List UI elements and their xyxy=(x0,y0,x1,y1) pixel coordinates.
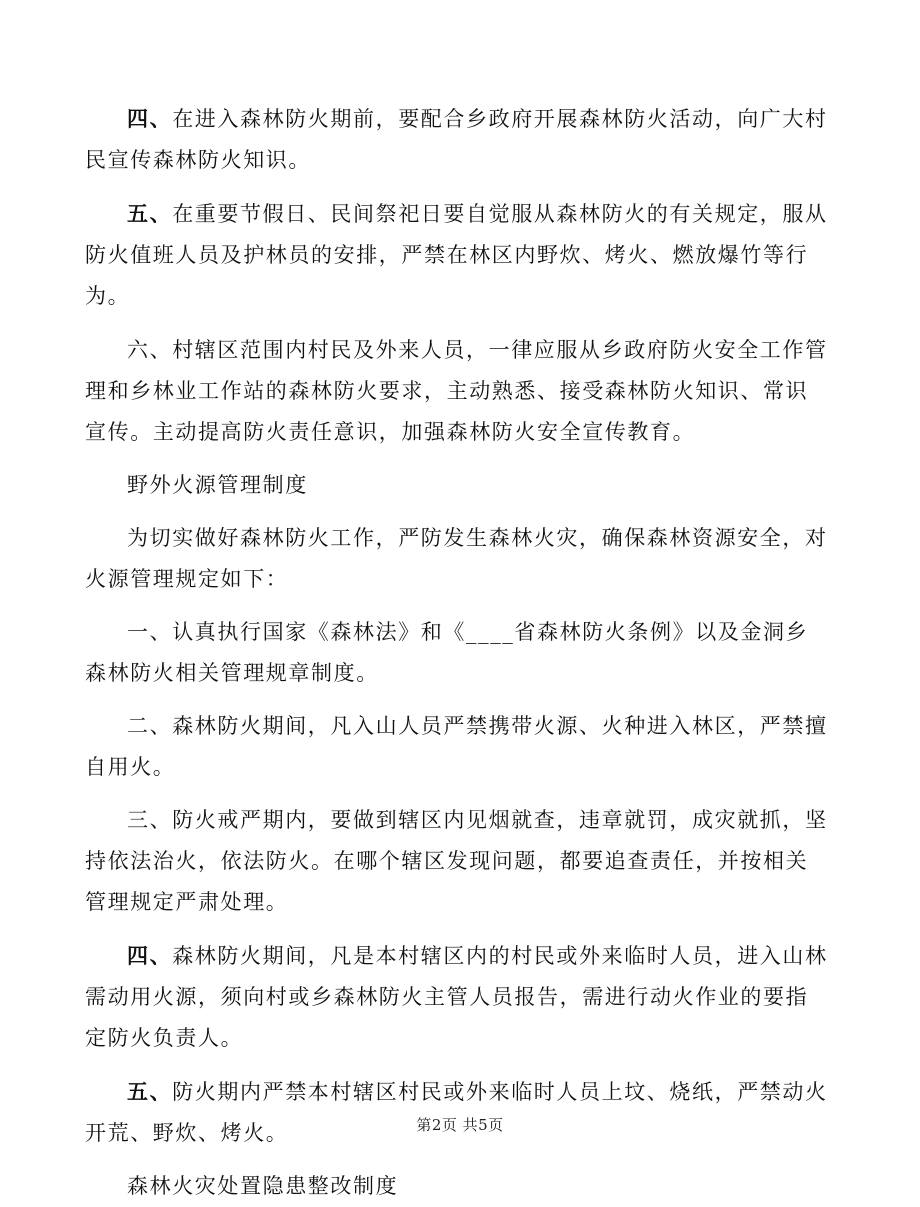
paragraph-intro xyxy=(85,518,830,600)
paragraph-text: 六、村辖区范围内村民及外来人员，一律应服从乡政府防火安全工作管理和乡林业工作站的森林防火要求，主动熟悉、接受森林防火知识、常识宣传。主动提高防火责任意识，加强森林防火安全宣传教育。 xyxy=(85,338,828,444)
paragraph-residents-obligations xyxy=(85,329,830,453)
document-body xyxy=(85,98,830,1207)
section-heading-hazard-rectification xyxy=(85,1166,830,1207)
paragraph-rule-4 xyxy=(85,935,830,1059)
paragraph-number: 五、 xyxy=(127,201,173,226)
paragraph-fire-prevention-publicity xyxy=(85,98,830,181)
paragraph-text: 二、森林防火期间，凡入山人员严禁携带火源、火种进入林区，严禁擅自用火。 xyxy=(85,714,828,779)
paragraph-rule-2 xyxy=(85,706,830,788)
paragraph-text: 为切实做好森林防火工作，严防发生森林火灾，确保森林资源安全，对火源管理规定如下： xyxy=(85,526,828,591)
paragraph-text: 在进入森林防火期前，要配合乡政府开展森林防火活动，向广大村民宣传森林防火知识。 xyxy=(85,107,828,172)
paragraph-number: 五、 xyxy=(127,1079,173,1104)
paragraph-number: 四、 xyxy=(127,106,173,131)
paragraph-rule-1 xyxy=(85,612,830,694)
page-number-footer: 第2页 共5页 xyxy=(416,1116,504,1134)
paragraph-text: 防火期内严禁本村辖区村民或外来临时人员上坟、烧纸，严禁动火开荒、野炊、烤火。 xyxy=(85,1080,828,1145)
paragraph-holiday-rules xyxy=(85,193,830,317)
paragraph-rule-5 xyxy=(85,1071,830,1154)
paragraph-text: 一、认真执行国家《森林法》和《____省森林防火条例》以及金洞乡森林防火相关管理规章制度。 xyxy=(85,620,809,685)
paragraph-text: 三、防火戒严期内，要做到辖区内见烟就查，违章就罚，成灾就抓，坚持依法治火，依法防火。在哪个辖区发现问题，都要追查责任，并按相关管理规定严肃处理。 xyxy=(85,808,828,914)
paragraph-rule-3 xyxy=(85,800,830,923)
heading-text: 野外火源管理制度 xyxy=(127,473,308,497)
paragraph-text: 森林防火期间，凡是本村辖区内的村民或外来临时人员，进入山林需动用火源，须向村或乡森林防火主管人员报告，需进行动火作业的要指定防火负责人。 xyxy=(85,944,828,1050)
paragraph-number: 四、 xyxy=(127,943,173,968)
section-heading-fire-source-management xyxy=(85,465,830,506)
paragraph-text: 在重要节假日、民间祭祀日要自觉服从森林防火的有关规定，服从防火值班人员及护林员的安排，严禁在林区内野炊、烤火、燃放爆竹等行为。 xyxy=(85,202,828,308)
heading-text: 森林火灾处置隐患整改制度 xyxy=(127,1174,399,1198)
